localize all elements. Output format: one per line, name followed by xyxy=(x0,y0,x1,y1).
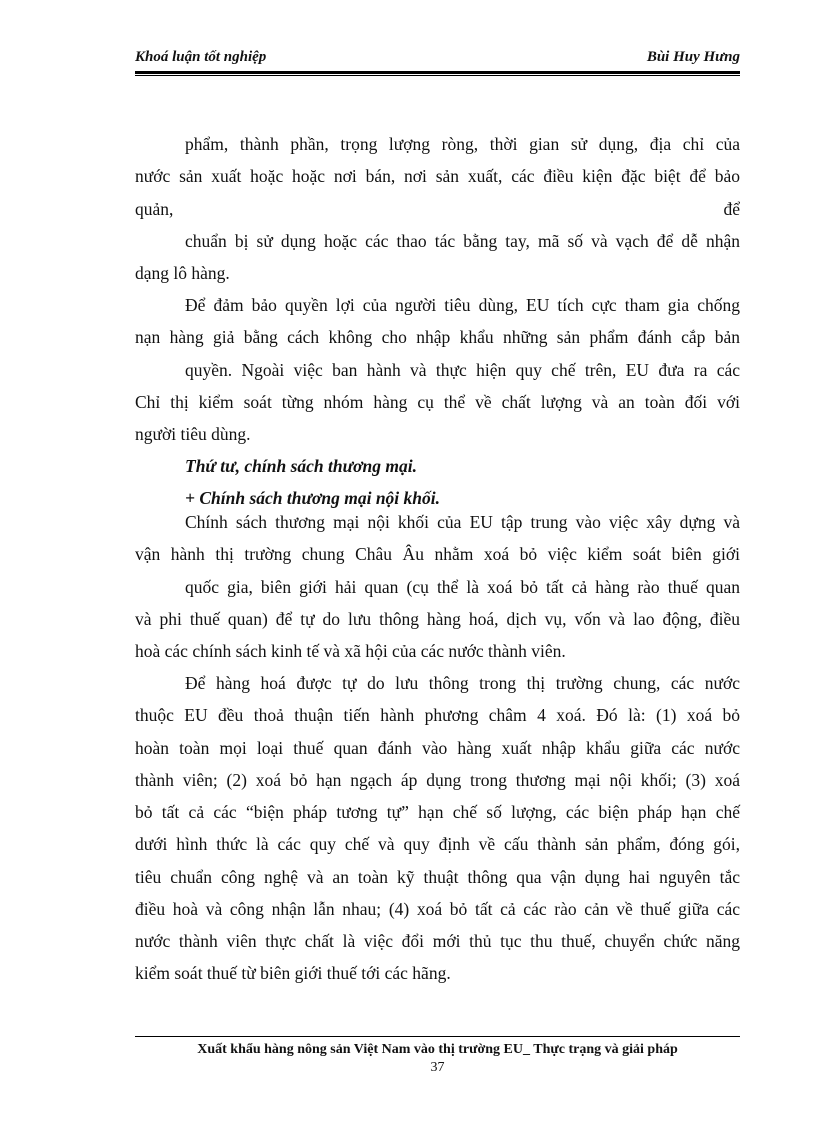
footer-divider xyxy=(135,1036,740,1037)
body-line: nạn hàng giả bằng cách không cho nhập khẩu những sản phẩm đánh cắp bản xyxy=(135,327,740,347)
subsection-heading: + Chính sách thương mại nội khối. xyxy=(185,488,441,508)
page-header xyxy=(135,49,740,71)
header-divider xyxy=(135,71,740,76)
body-line-end: để xyxy=(723,199,740,219)
body-line: quốc gia, biên giới hải quan (cụ thể là xoá bỏ tất cả hàng rào thuế quan xyxy=(185,577,740,597)
section-heading: Thứ tư, chính sách thương mại. xyxy=(185,456,417,476)
body-line: chuẩn bị sử dụng hoặc các thao tác bằng tay, mã số và vạch để dễ nhận xyxy=(185,231,740,251)
body-line: nước sản xuất hoặc hoặc nơi bán, nơi sản xuất, các điều kiện đặc biệt để bảo xyxy=(135,166,740,186)
header-thesis-label: Khoá luận tốt nghiệp xyxy=(135,49,267,65)
body-line: bỏ tất cả các “biện pháp tương tự” hạn chế số lượng, các biện pháp hạn chế xyxy=(135,802,740,822)
body-line: tiêu chuẩn công nghệ và an toàn kỹ thuật thông qua vận dụng hai nguyên tắc xyxy=(135,867,740,887)
page-number: 37 xyxy=(430,1060,445,1075)
body-line: hoàn toàn mọi loại thuế quan đánh vào hàng xuất nhập khẩu giữa các nước xyxy=(135,738,740,758)
body-line: và phi thuế quan) để tự do lưu thông hàng hoá, dịch vụ, vốn và lao động, điều xyxy=(135,609,740,629)
header-author-name: Bùi Huy Hưng xyxy=(646,49,740,65)
body-line: phẩm, thành phần, trọng lượng ròng, thời gian sử dụng, địa chỉ của xyxy=(185,134,740,154)
body-line: kiểm soát thuế từ biên giới thuế tới các hãng. xyxy=(135,963,451,983)
body-line: dạng lô hàng. xyxy=(135,263,230,283)
body-line: dưới hình thức là các quy chế và quy định về cấu thành sản phẩm, đóng gói, xyxy=(135,834,740,854)
body-line: Để hàng hoá được tự do lưu thông trong thị trường chung, các nước xyxy=(185,673,740,693)
body-line: Chính sách thương mại nội khối của EU tập trung vào việc xây dựng và xyxy=(185,512,740,532)
body-line: thành viên; (2) xoá bỏ hạn ngạch áp dụng trong thương mại nội khối; (3) xoá xyxy=(135,770,740,790)
body-line: người tiêu dùng. xyxy=(135,424,251,444)
body-line: Để đảm bảo quyền lợi của người tiêu dùng, EU tích cực tham gia chống xyxy=(185,295,740,315)
body-line: nước thành viên thực chất là việc đổi mới thủ tục thu thuế, chuyển chức năng xyxy=(135,931,740,951)
body-line: điều hoà và công nhận lẫn nhau; (4) xoá bỏ tất cả các rào cản về thuế giữa các xyxy=(135,899,740,919)
body-line-start: quản, xyxy=(135,199,174,219)
body-line: Chỉ thị kiểm soát từng nhóm hàng cụ thể về chất lượng và an toàn đối với xyxy=(135,392,740,412)
body-line: hoà các chính sách kinh tế và xã hội của các nước thành viên. xyxy=(135,641,566,661)
body-line: vận hành thị trường chung Châu Âu nhằm xoá bỏ việc kiểm soát biên giới xyxy=(135,544,740,564)
body-line: thuộc EU đều thoả thuận tiến hành phương châm 4 xoá. Đó là: (1) xoá bỏ xyxy=(135,705,740,725)
body-line: quyền. Ngoài việc ban hành và thực hiện quy chế trên, EU đưa ra các xyxy=(185,360,740,380)
footer-title: Xuất khẩu hàng nông sản Việt Nam vào thị trường EU_ Thực trạng và giải pháp xyxy=(197,1042,678,1057)
